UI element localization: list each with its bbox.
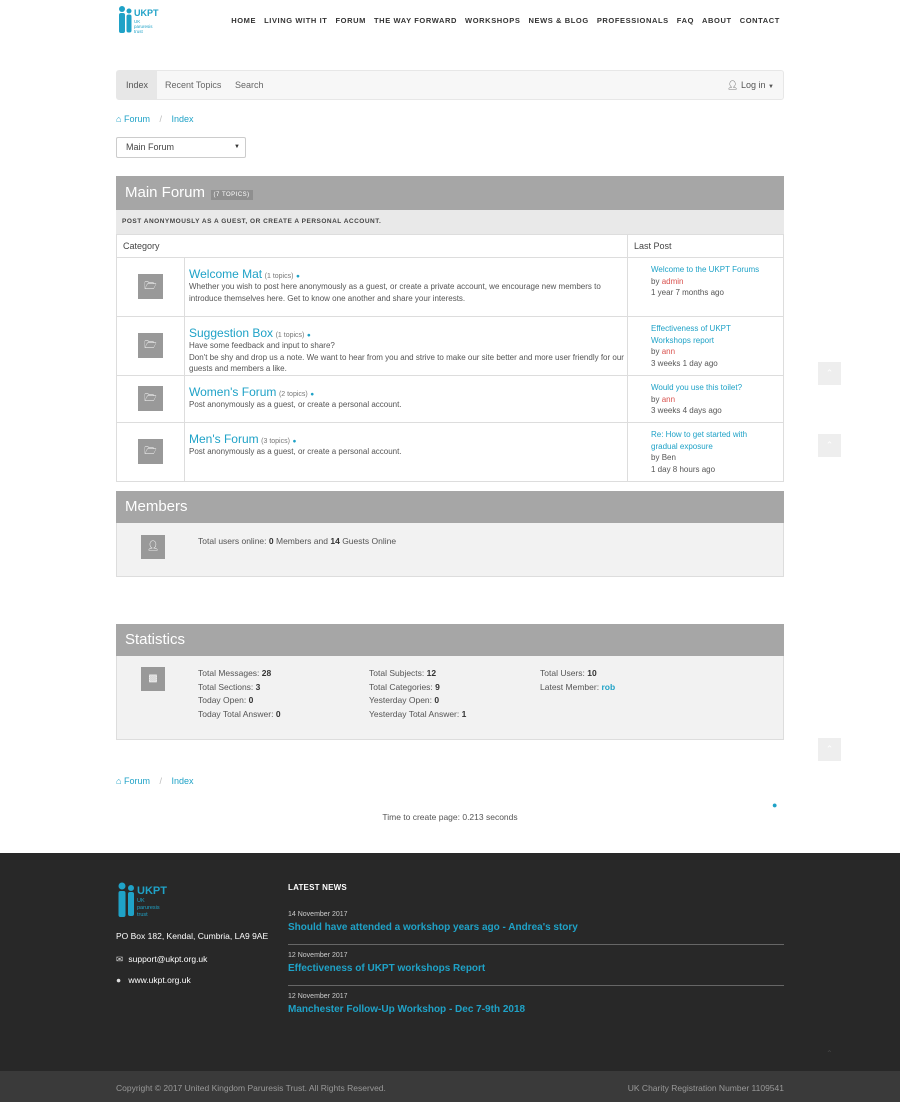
last-post-link[interactable]: Would you use this toilet?: [651, 383, 743, 392]
svg-text:trust: trust: [134, 29, 143, 34]
stats-column-1: Total Messages: 28 Total Sections: 3 Today Open: 0 Today Total Answer: 0: [198, 668, 281, 719]
breadcrumb-forum[interactable]: Forum: [123, 776, 150, 786]
user-icon: 👤︎: [727, 80, 739, 90]
page-time: Time to create page: 0.213 seconds: [382, 812, 518, 822]
back-to-top-button[interactable]: ⌃: [818, 738, 841, 761]
by-label: by: [651, 347, 660, 356]
breadcrumb-index[interactable]: Index: [171, 776, 194, 786]
news-item: [288, 911, 784, 933]
caret-down-icon: ▼: [768, 84, 774, 90]
back-to-top-button[interactable]: ⌃: [818, 434, 841, 457]
svg-text:UKPT: UKPT: [137, 885, 167, 897]
table-row: [117, 258, 783, 317]
folder-icon: 🗁︎: [138, 439, 163, 464]
category-description: Post anonymously as a guest, or create a personal account.: [189, 400, 402, 409]
footer-logo[interactable]: [116, 881, 168, 921]
nav-workshops[interactable]: WORKSHOPS: [465, 16, 521, 25]
category-description: Have some feedback and input to share? Don't be shy and drop us a note. We want to hear from you and strive to make our site better and more user friendly for our guests and members a like.: [189, 341, 624, 373]
svg-text:paruresis: paruresis: [137, 905, 160, 911]
column-last-post: Last Post: [634, 241, 672, 251]
footer-website[interactable]: [116, 975, 191, 985]
breadcrumb: [116, 114, 194, 124]
ukpt-logo[interactable]: [116, 5, 160, 37]
home-icon[interactable]: ⌂: [116, 114, 122, 124]
by-label: by: [651, 394, 660, 404]
copyright-bar: [0, 1071, 900, 1102]
last-post-link[interactable]: Effectiveness of UKPT Workshops report: [651, 324, 731, 345]
last-post: [651, 382, 761, 417]
statistics-header: [116, 624, 784, 656]
folder-icon: 🗁︎: [138, 333, 163, 358]
login-dropdown[interactable]: [727, 71, 774, 99]
news-title[interactable]: Should have attended a workshop years ago - Andrea's story: [288, 922, 578, 933]
statistics-box: [116, 656, 784, 740]
rss-icon[interactable]: ●: [310, 391, 315, 398]
category-title[interactable]: Men's Forum: [189, 432, 259, 446]
last-post-time: 3 weeks 4 days ago: [651, 406, 722, 415]
news-item: [288, 993, 784, 1015]
breadcrumb-separator: /: [159, 114, 162, 124]
rss-icon[interactable]: ●: [306, 332, 311, 339]
caret-down-icon: ▼: [234, 144, 240, 150]
last-post-time: 3 weeks 1 day ago: [651, 358, 718, 368]
members-title: Members: [125, 498, 188, 515]
category-title[interactable]: Women's Forum: [189, 385, 277, 399]
main-forum-subtitle: POST ANONYMOUSLY AS A GUEST, OR CREATE A PERSONAL ACCOUNT.: [116, 210, 784, 234]
folder-icon: 🗁︎: [138, 274, 163, 299]
copyright-text: Copyright © 2017 United Kingdom Paruresis Trust. All Rights Reserved.: [116, 1083, 386, 1093]
table-row: [117, 317, 783, 376]
nav-faq[interactable]: FAQ: [676, 16, 695, 25]
breadcrumb-bottom: [116, 776, 194, 786]
latest-member-link[interactable]: rob: [601, 681, 616, 692]
breadcrumb-separator: /: [159, 776, 162, 786]
footer-email[interactable]: [116, 954, 207, 965]
nav-news-blog[interactable]: NEWS & BLOG: [528, 16, 589, 25]
members-header: [116, 491, 784, 523]
table-row: [117, 423, 783, 481]
last-post-time: 1 day 8 hours ago: [651, 464, 716, 474]
tab-index[interactable]: Index: [117, 71, 157, 99]
news-item: [288, 952, 784, 974]
category-description: Post anonymously as a guest, or create a personal account.: [189, 447, 402, 456]
statistics-title: Statistics: [125, 631, 186, 648]
folder-icon: 🗁︎: [138, 386, 163, 411]
last-post: [651, 429, 761, 475]
table-row: [117, 376, 783, 423]
last-post-author[interactable]: ann: [661, 347, 676, 356]
members-count: 0: [268, 536, 274, 546]
website-text: www.ukpt.org.uk: [128, 975, 191, 985]
guests-label: Guests Online: [342, 536, 397, 546]
envelope-icon: ✉: [116, 954, 124, 964]
stats-column-2: Total Subjects: 12 Total Categories: 9 Yesterday Open: 0 Yesterday Total Answer: 1: [369, 668, 467, 719]
latest-news-heading: LATEST NEWS: [288, 883, 347, 892]
last-post: [651, 323, 761, 369]
guests-count: 14: [330, 536, 340, 546]
news-title[interactable]: Effectiveness of UKPT workshops Report: [288, 963, 486, 974]
last-post-author: Ben: [661, 453, 676, 462]
back-to-top-button[interactable]: ⌃: [818, 362, 841, 385]
svg-text:paruresis: paruresis: [134, 24, 153, 29]
last-post-author[interactable]: ann: [661, 394, 676, 404]
news-date: 14 November 2017: [288, 911, 348, 918]
divider: [288, 985, 784, 986]
by-label: by: [651, 453, 660, 462]
table-header: [117, 235, 783, 258]
nav-forum[interactable]: FORUM: [335, 16, 366, 25]
last-post-link[interactable]: Welcome to the UKPT Forums: [651, 265, 760, 274]
rss-icon[interactable]: ●: [292, 438, 297, 445]
home-icon[interactable]: ⌂: [116, 776, 122, 786]
topics-badge: (7 TOPICS): [211, 190, 253, 200]
nav-home[interactable]: HOME: [231, 16, 257, 25]
rss-icon[interactable]: ●: [772, 800, 778, 810]
bar-chart-icon: ▩: [141, 667, 165, 691]
news-date: 12 November 2017: [288, 952, 348, 959]
rss-icon[interactable]: ●: [295, 273, 300, 280]
column-category: Category: [123, 241, 160, 251]
nav-living-with-it[interactable]: LIVING WITH IT: [264, 16, 328, 25]
breadcrumb-forum[interactable]: Forum: [123, 114, 150, 124]
login-label: Log in: [741, 80, 766, 90]
forum-jump-select[interactable]: [116, 137, 246, 158]
svg-text:trust: trust: [137, 912, 148, 918]
topic-count: (3 topics): [261, 438, 290, 445]
forum-menu-bar: [116, 70, 784, 100]
main-forum-title[interactable]: Main Forum: [125, 184, 206, 201]
news-date: 12 November 2017: [288, 993, 348, 1000]
charity-number: UK Charity Registration Number 1109541: [627, 1083, 784, 1093]
last-post: [651, 264, 761, 299]
footer-address: PO Box 182, Kendal, Cumbria, LA9 9AE: [116, 931, 269, 941]
category-title[interactable]: Welcome Mat: [189, 267, 263, 281]
main-nav: [231, 16, 780, 25]
topic-count: (1 topics): [275, 332, 305, 339]
stats-column-3: Total Users: 10 Latest Member: rob: [540, 668, 616, 692]
svg-text:UK: UK: [137, 898, 145, 904]
site-footer: [0, 853, 900, 1071]
forum-select-value: Main Forum: [126, 142, 175, 152]
topic-count: (2 topics): [278, 391, 308, 398]
breadcrumb-index[interactable]: Index: [171, 114, 194, 124]
nav-contact[interactable]: CONTACT: [739, 16, 780, 25]
by-label: by: [651, 276, 660, 286]
last-post-link[interactable]: Re: How to get started with gradual exposure: [651, 430, 748, 451]
main-forum-header: [116, 176, 784, 210]
online-label: Total users online:: [198, 536, 267, 546]
online-users: [198, 535, 396, 549]
svg-text:UKPT: UKPT: [134, 8, 159, 18]
svg-text:UK: UK: [134, 19, 141, 24]
email-text: support@ukpt.org.uk: [128, 954, 208, 964]
user-icon: 👤︎: [141, 535, 165, 559]
topic-count: (1 topics): [264, 273, 294, 280]
chevron-up-icon[interactable]: ⌃: [826, 1049, 833, 1058]
category-title[interactable]: Suggestion Box: [189, 326, 274, 340]
news-title[interactable]: Manchester Follow-Up Workshop - Dec 7-9th 2018: [288, 1004, 526, 1015]
members-box: [116, 523, 784, 577]
nav-professionals[interactable]: PROFESSIONALS: [596, 16, 669, 25]
nav-the-way-forward[interactable]: THE WAY FORWARD: [374, 16, 458, 25]
globe-icon: ●: [116, 975, 122, 985]
category-table: [116, 234, 784, 482]
tab-recent-topics[interactable]: Recent Topics: [165, 80, 222, 90]
last-post-author[interactable]: admin: [661, 276, 684, 286]
tab-search[interactable]: Search: [235, 80, 264, 90]
divider: [288, 944, 784, 945]
nav-about[interactable]: ABOUT: [702, 16, 732, 25]
category-description: Whether you wish to post here anonymously as a guest, or create a private account, we encourage new members to introduce themselves here. Get to know one another and share your interests.: [189, 282, 601, 303]
last-post-time: 1 year 7 months ago: [651, 288, 724, 297]
members-and-label: Members and: [276, 536, 328, 546]
